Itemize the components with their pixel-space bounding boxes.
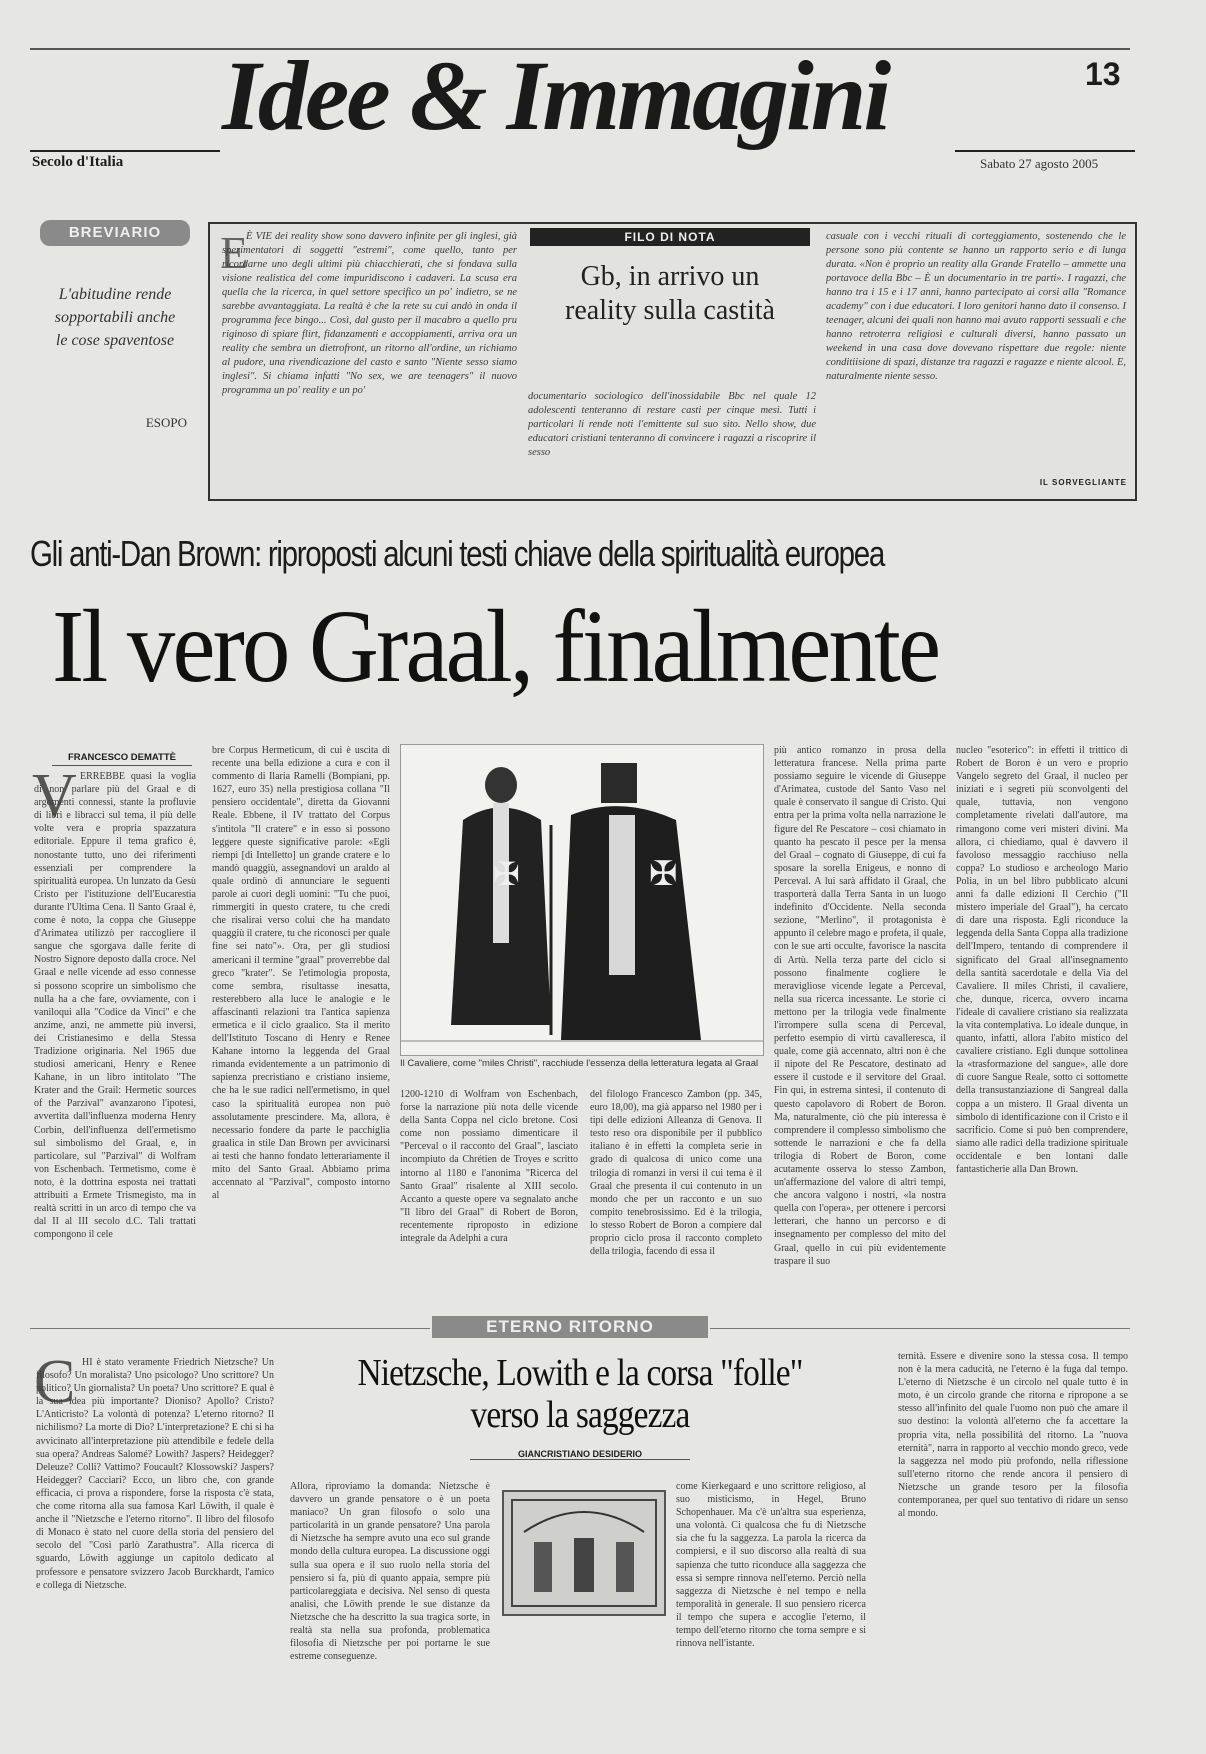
eterno-col-1: HI è stato veramente Friedrich Nietzsche? Un filosofo? Un moralista? Uno psicologo? Uno scrittore? Un politico? Un giornalista? Un poeta? Uno scrittore? E qual è la sua idea più importante? Dioniso? Apollo? Cristo? L'Anticristo? La volontà di potenza? L'eterno ritorno? Il nichilismo? La morte di Dio? L'interpretazione? E chi si ha avvicinato all'interpretazione più attendibile e fedele della sua opera? Andreas Salomé? Lowith? Jaspers? Heidegger? Deleuze? Colli? Vattimo? Foucault? Klossowski? Jaspers? Heidegger? Cacciari? Ecco, un libro che, con grande efficacia, ci prova a rispondere, forse la risposta c'è stata, che come ritorna alla sua famosa Karl Löwith, il quale è anche il "Nietzsche e l'eterno ritorno". Il libro del filosofo di Monaco è stato nel cuore della storia del pensiero del secolo del "Così parlò Zarathustra". Alla ricerca di sguardo, Löwith aggiunge un capitolo dedicato al professore e pensatore svizzero Jacob Burckhardt, l'amico e collega di Nietzsche. xyxy=(36,1357,274,1591)
main-dropcap-v: V xyxy=(32,762,77,830)
eterno-col-2: Allora, riproviamo la domanda: Nietzsche è davvero un grande pensatore o è un poeta maniaco? Un gran filosofo o solo una particolarità in un grande pensatore? Una parola di Nietzsche ha sempre avuto una eco sul grande mondo della cultura europea. La discussione oggi sulla sua opera e il suo ruolo nella storia del pensiero si fa, più di quanto appaia, sempre più particolareggiata e decisiva. Nel senso di questa analisi, che Löwith prende le sue distanze da Nietzsche che ha descritto la sua tragica sorte, in realtà sta nella sua profonda, problematica filosofia di Nietzsche per poi portarne le sue estreme conseguenze. xyxy=(290,1481,490,1663)
main-col-1: ERREBBE quasi la voglia di non parlare più del Graal e di argomenti connessi, stante la profluvie di libri e libracci sul tema, il più delle volte vera e propria spazzatura editoriale. Eppure il tema grafico è, nonostante tutto, uno dei riferimenti essenziali per comprendere la spiritualità europea. Un lunzato da Gesù Cristo per l'istituzione dell'Eucarestia durante l'Ultima Cena. Il Santo Graal è, come è noto, la coppa che Giuseppe d'Arimatea utilizzò per raccogliere il sangue che sgorgava dalle ferite di Nostro Signore deposto dalla croce. Nel Graal e nelle vicende ad esso connesse si possono scoprire un simbolismo che nulla ha a che fare, ovviamente, con i vaniloqui alla "Codice da Vinci" e che anzime, anzi, ne ammette più inversi, dei Cristianesimo e della Stessa Tradizione originaria. Nel 1965 due studiosi americani, Henry e Renee Kahane, in un libro intitolato "The Krater and the Grail: Hermetic sources of the Parzival" avanzarono l'ipotesi, avvertita dall'influenza moderna Henry Corbin, dell'influenza dell'ermetismo sul simbolismo del Graal, e, in particolare, sul "Parzival" di Wolfram von Eschenbach. Termetismo, come è noto, è la dottrina esposta nei trattati attribuiti a Ermete Trismegisto, ma in realtà scritti in un arco di tempo che va dal II al III secolo d.C. Tali trattati compongono il cele xyxy=(34,771,196,1241)
knights-drawing xyxy=(401,745,763,1055)
eterno-label: ETERNO RITORNO xyxy=(432,1316,708,1338)
main-author: FRANCESCO DEMATTÈ xyxy=(52,752,192,766)
main-col-6: nucleo "esoterico": in effetti il trittico di Robert de Boron è un vero e proprio Vangelo segreto del Graal, il nucleo per iniziati e i segreti più sconvolgenti del quale, tuttavia, non vengono completamente rivelati dall'autore, ma rimangono come veri misteri divini. Ma allora, ci chiediamo, qual è davvero il favoloso messaggio racchiuso nella coppa? Lo studioso e archeologo Mario Polia, in un bel libro pubblicato alcuni anni fa dalle edizioni Il Cerchio ("Il mistero imperiale del Graal"), ha cercato di dare una risposta. Egli riconduce la leggenda della Santa Coppa alla tradizione dell'Impero, tentando di comprendere il significato del Graal all'insegnamento della santità sacerdotale e della Via del Cavaliere. Il miles Christi, il cavaliere, che, dunque, ricerca, ovvero incarna l'ideale di cavaliere cristiano sia realizzata la vita contemplativa. Lo ideale dunque, in quanto, infatti, allora l'abito mistico del cavaliere cristiano. Egli dunque sottolinea la «trasformazione del sangue», alle dore di cuore Sangue Reale, sotto ci sottomette della transustanziazione di Sangreal dalla coppa a un mistero. Il Graal diventa un simbolo di identificazione con il Cristo e il sacrificio. Come si può ben comprendere, siamo alle radici della tradizione spirituale occidentale e ben lontani dalle fantasticherie alla Dan Brown. xyxy=(956,745,1128,1175)
issue-date: Sabato 27 agosto 2005 xyxy=(980,156,1099,171)
masthead xyxy=(0,0,1206,200)
filo-headline: Gb, in arrivo un reality sulla castità xyxy=(565,261,775,326)
eterno-dropcap-c: C xyxy=(34,1348,76,1416)
knights-illustration xyxy=(400,744,764,1056)
main-col-5: più antico romanzo in prosa della letteratura francese. Nella prima parte possiamo seguire le vicende di Giuseppe d'Arimatea, custode del Santo Vaso nel quale è conservato il sangue di Cristo. Qui entra per la prima volta nella narrazione le figure del Re Pescatore – così chiamato in quanto ha pescato il pesce per la mensa del Graal – cognato di Giuseppe, di cui fa sposare la sorella Enigeus, e nonno di Perceval. A lui sarà affidato il Graal, che trasporterà dalla Terra Santa in un luogo indefinito d'Occidente. Nella seconda sezione, "Merlino", il protagonista è appunto il celebre mago e profeta, il quale, con le sue arti occulte, favorisce la nascita di Artù. Nella terza parte del ciclo si possono finalmente cogliere le meravigliose vicende legate a Perceval, nella sua ricerca incessante. Le storie ci mettono per la trilogia vede finalmente l'irrompere sulla scena di Perceval, perfetto esempio di virtù cavalleresca, il quale, come già accennato, altri non è che il nipote del Re Pescatore, destinato ad essere il custode e il servitore del Graal. Fin qui, in estrema sintesi, il contenuto di questo capolavoro di Robert de Boron. Ma, naturalmente, ciò che più interessa è comprendere il complesso simbolismo che sottende le narrazioni e che fa della trilogia di Robert de Boron, come acutamente osserva lo stesso Zambon, un'affermazione del valore di altri tempi, che ancora valgono i nostri, «la nostra quella con l'opera», per ottenere i percorsi letterari, che hanno un percorso e di insegnamento per complesso del mito del Graal, quello in cui più evidentemente traspare il suo xyxy=(774,745,946,1267)
eterno-headline: Nietzsche, Lowith e la corsa "folle" verso la saggezza xyxy=(357,1352,803,1436)
illustration-caption: Il Cavaliere, come "miles Christi", racchiude l'essenza della letteratura legata al Graal xyxy=(400,1058,759,1069)
main-kicker: Gli anti-Dan Brown: riproposti alcuni testi chiave della spiritualità europea xyxy=(30,533,884,574)
paper-name: Secolo d'Italia xyxy=(32,154,124,170)
main-col-2: bre Corpus Hermeticum, di cui è uscita di recente una bella edizione a cura e con il commento di Ilaria Ramelli (Bompiani, pp. 1627, euro 35) nella prestigiosa collana "Il pensiero occidentale", diretta da Giovanni Reale. Ebbene, il IV trattato del Corpus s'intitola "Il cratere" e in esso si possono leggere queste significative parole: «Egli riempì [di Intelletto] un grande cratere e lo mandò quaggiù, assegnandovi un araldo al quale ordinò di annunciare le seguenti parole ai cuori degli uomini: "Tu che puoi, rimmergiti in questo cratere, tu che credi che risalirai verso colui che ha mandato quaggiù il cratere, tu che riconosci per quale fine sei nato"». Ora, per gli studiosi americani il termine "graal" proverrebbe dal greco "krater". Se l'etimologia proposta, come sembra, risultasse inesatta, resterebbero alla luce le analogie e le affascinanti relazioni tra l'antica sapienza ermetica e il ciclo graalico. Sta il merito dell'Istituto Toscano di Henry e Renee Kahane intorno la leggenda del Graal rimanda evidentemente a un patrimonio di sapienza precristiano e cristiano insieme, che ha le sue radici nell'ermetismo, in quel caso la spiritualità europea non può assolutamente prescindere. Ma, allora, è necessario fondere da parte le pacchiglia graalica in stile Dan Brown per avvicinarsi ai testi che hanno fondato letterariamente il mito del Santo Graal. Abbiamo prima accennato al "Parzival", composto intorno al xyxy=(212,745,390,1202)
section-title: Idee & Immagini xyxy=(222,40,889,151)
svg-text:✠: ✠ xyxy=(649,856,678,893)
dropcap-e: E xyxy=(220,227,249,278)
masthead-rule-right xyxy=(955,150,1135,152)
breviario-label: BREVIARIO xyxy=(40,220,190,246)
breviario-author: ESOPO xyxy=(145,415,187,430)
eterno-author: GIANCRISTIANO DESIDERIO xyxy=(470,1449,690,1460)
breviario-box xyxy=(30,215,195,465)
filo-di-nota-box xyxy=(208,222,1137,501)
masthead-rule-left xyxy=(30,150,220,152)
page-number: 13 xyxy=(1085,56,1121,92)
filo-col-3: casuale con i vecchi rituali di corteggiamento, sostenendo che le persone sono più contente se hanno un rapporto serio e di lunga durata. «Non è proprio un reality alla Grande Fratello – ammette una portavoce della Bbc – È un documentario in tre parti». I ragazzi, che hanno tra i 15 e i 17 anni, hanno partecipato ai corsi alla "Romance academy" con i due educatori. I loro genitori hanno dato il consenso. I teenager, alcuni dei quali non hanno mai avuto rapporti sessuali e che hanno retroterra religiosi e culturali diversi, hanno passato un weekend in una casa dove dovevano rispettare due regole: niente conditiisione di spazi, distanze tra ragazzi e ragazze e niente alcool. E, naturalmente niente sesso. xyxy=(826,231,1126,382)
engraving-drawing xyxy=(504,1492,664,1614)
filo-label: FILO DI NOTA xyxy=(530,228,810,246)
eterno-rule-left xyxy=(30,1328,430,1329)
main-col-3: 1200-1210 di Wolfram von Eschenbach, forse la narrazione più nota delle vicende della Santa Coppa nel ciclo bretone. Così come non possiamo dimenticare il "Perceval o il racconto del Graal", lasciato incompiuto da Chrétien de Troyes e scritto intorno al 1180 e l'anonima "Ricerca del Santo Graal" risalente al XIII secolo. Accanto a queste opere va segnalato anche "Il libro del Graal" di Robert de Boron, recentemente riproposto in edizione integrale da Adelphi a cura xyxy=(400,1089,578,1245)
main-col-4: del filologo Francesco Zambon (pp. 345, euro 18,00), ma già apparso nel 1980 per i tipi delle edizioni Alleanza di Genova. Il testo reso ora disponibile per il pubblico italiano è in effetti la completa serie in grado di qualcosa di unico come una trilogia di romanzi in versi il cui tema è il Graal che presenta il cui contenuto in un mondo che per un racconto e un suo compito tenebrosissimo. Ed è la trilogia, lo stesso Robert de Boron a compiere dal proprio ciclo prosa il racconto completo della trilogia, facendo di essa il xyxy=(590,1089,762,1258)
eterno-rule-right xyxy=(710,1328,1130,1329)
svg-text:✠: ✠ xyxy=(493,856,520,892)
main-headline: Il vero Graal, finalmente xyxy=(52,589,939,704)
engraving-illustration xyxy=(502,1490,666,1616)
eterno-col-3: come Kierkegaard e uno scrittore religioso, al suo misticismo, in Hegel, Bruno Schopenhauer. Ma c'è un'altra sua esperienza, una volontà. Ci qualcosa che fu di Nietzsche sia che fu la saggezza. La parola la ricerca da compiersi, e il suo discorso alla realtà di sua sapienza che tutto riconduce alla saggezza che essa si sempre rinnova nell'eterno. Perciò nella saggezza di Nietzsche è nel tempo e nella temporalità in generale. Il suo pensiero ricerca il tempo che supera e accoglie l'eterno, il tempo dell'eterno ritorno che torna sempre e si rinnova nell'istante. xyxy=(676,1481,866,1650)
filo-col-1: È VIE dei reality show sono davvero infinite per gli inglesi, già sperimentatori di soggetti "estremi", come quello, tanto per ricordarne uno degli ultimi più chiacchierati, che si fondava sulla visione realistica del come impuridiscono i cadaveri. La scusa era quella che la ricerca, in quel settore specifico un po' indietro, se ne sarebbe avvantaggiata. La realtà è che la rete su cui andò in onda il programma fece bingo... Così, dal gusto per il macabro a quello pru riginoso di spiare flirt, fidanzamenti e accoppiamenti, arriva ora un reality che sembra un dietrofront, un ritorno all'ordine, un richiamo al pudore, una rivendicazione del casto e santo "Niente sesso siamo inglesi". Si chiama infatti "No sex, we are teenagers" il nuovo programma un po' reality e un po' xyxy=(222,231,517,396)
filo-col-2: documentario sociologico dell'inossidabile Bbc nel quale 12 adolescenti tenteranno di restare casti per cinque mesi. Tutti i particolari li rende noti l'emittente sul suo sito. Nello show, due educatori cristiani tenteranno di convincere i ragazzi a riscoprire il sesso xyxy=(528,391,816,458)
breviario-quote: L'abitudine rende sopportabili anche le cose spaventose xyxy=(54,286,176,349)
filo-signature: IL SORVEGLIANTE xyxy=(1039,478,1127,487)
eterno-col-4: ternità. Essere e divenire sono la stessa cosa. Il tempo non è la mera caducità, ne l'eterno è la fuga dal tempo. L'eterno di Nietzsche è un circolo nel quale tutto è in moto, è un circolo grande che ritorna e ripropone a se stesso all'infinito del quale l'uomo non può che amare il suo destino: la volontà all'eterno che fa accettare la propria vita, nella possibilità del ritorno. La "nuova eternità", narra in rapporto al vecchio mondo greco, vede la saggezza nel modo più profondo, nella riflessione sull'eterno ritorno che rende ancora il pensiero di Nietzsche un grande tesoro per la filosofia contemporanea, per quel suo tentativo di ridare un senso al mondo. xyxy=(898,1351,1128,1520)
